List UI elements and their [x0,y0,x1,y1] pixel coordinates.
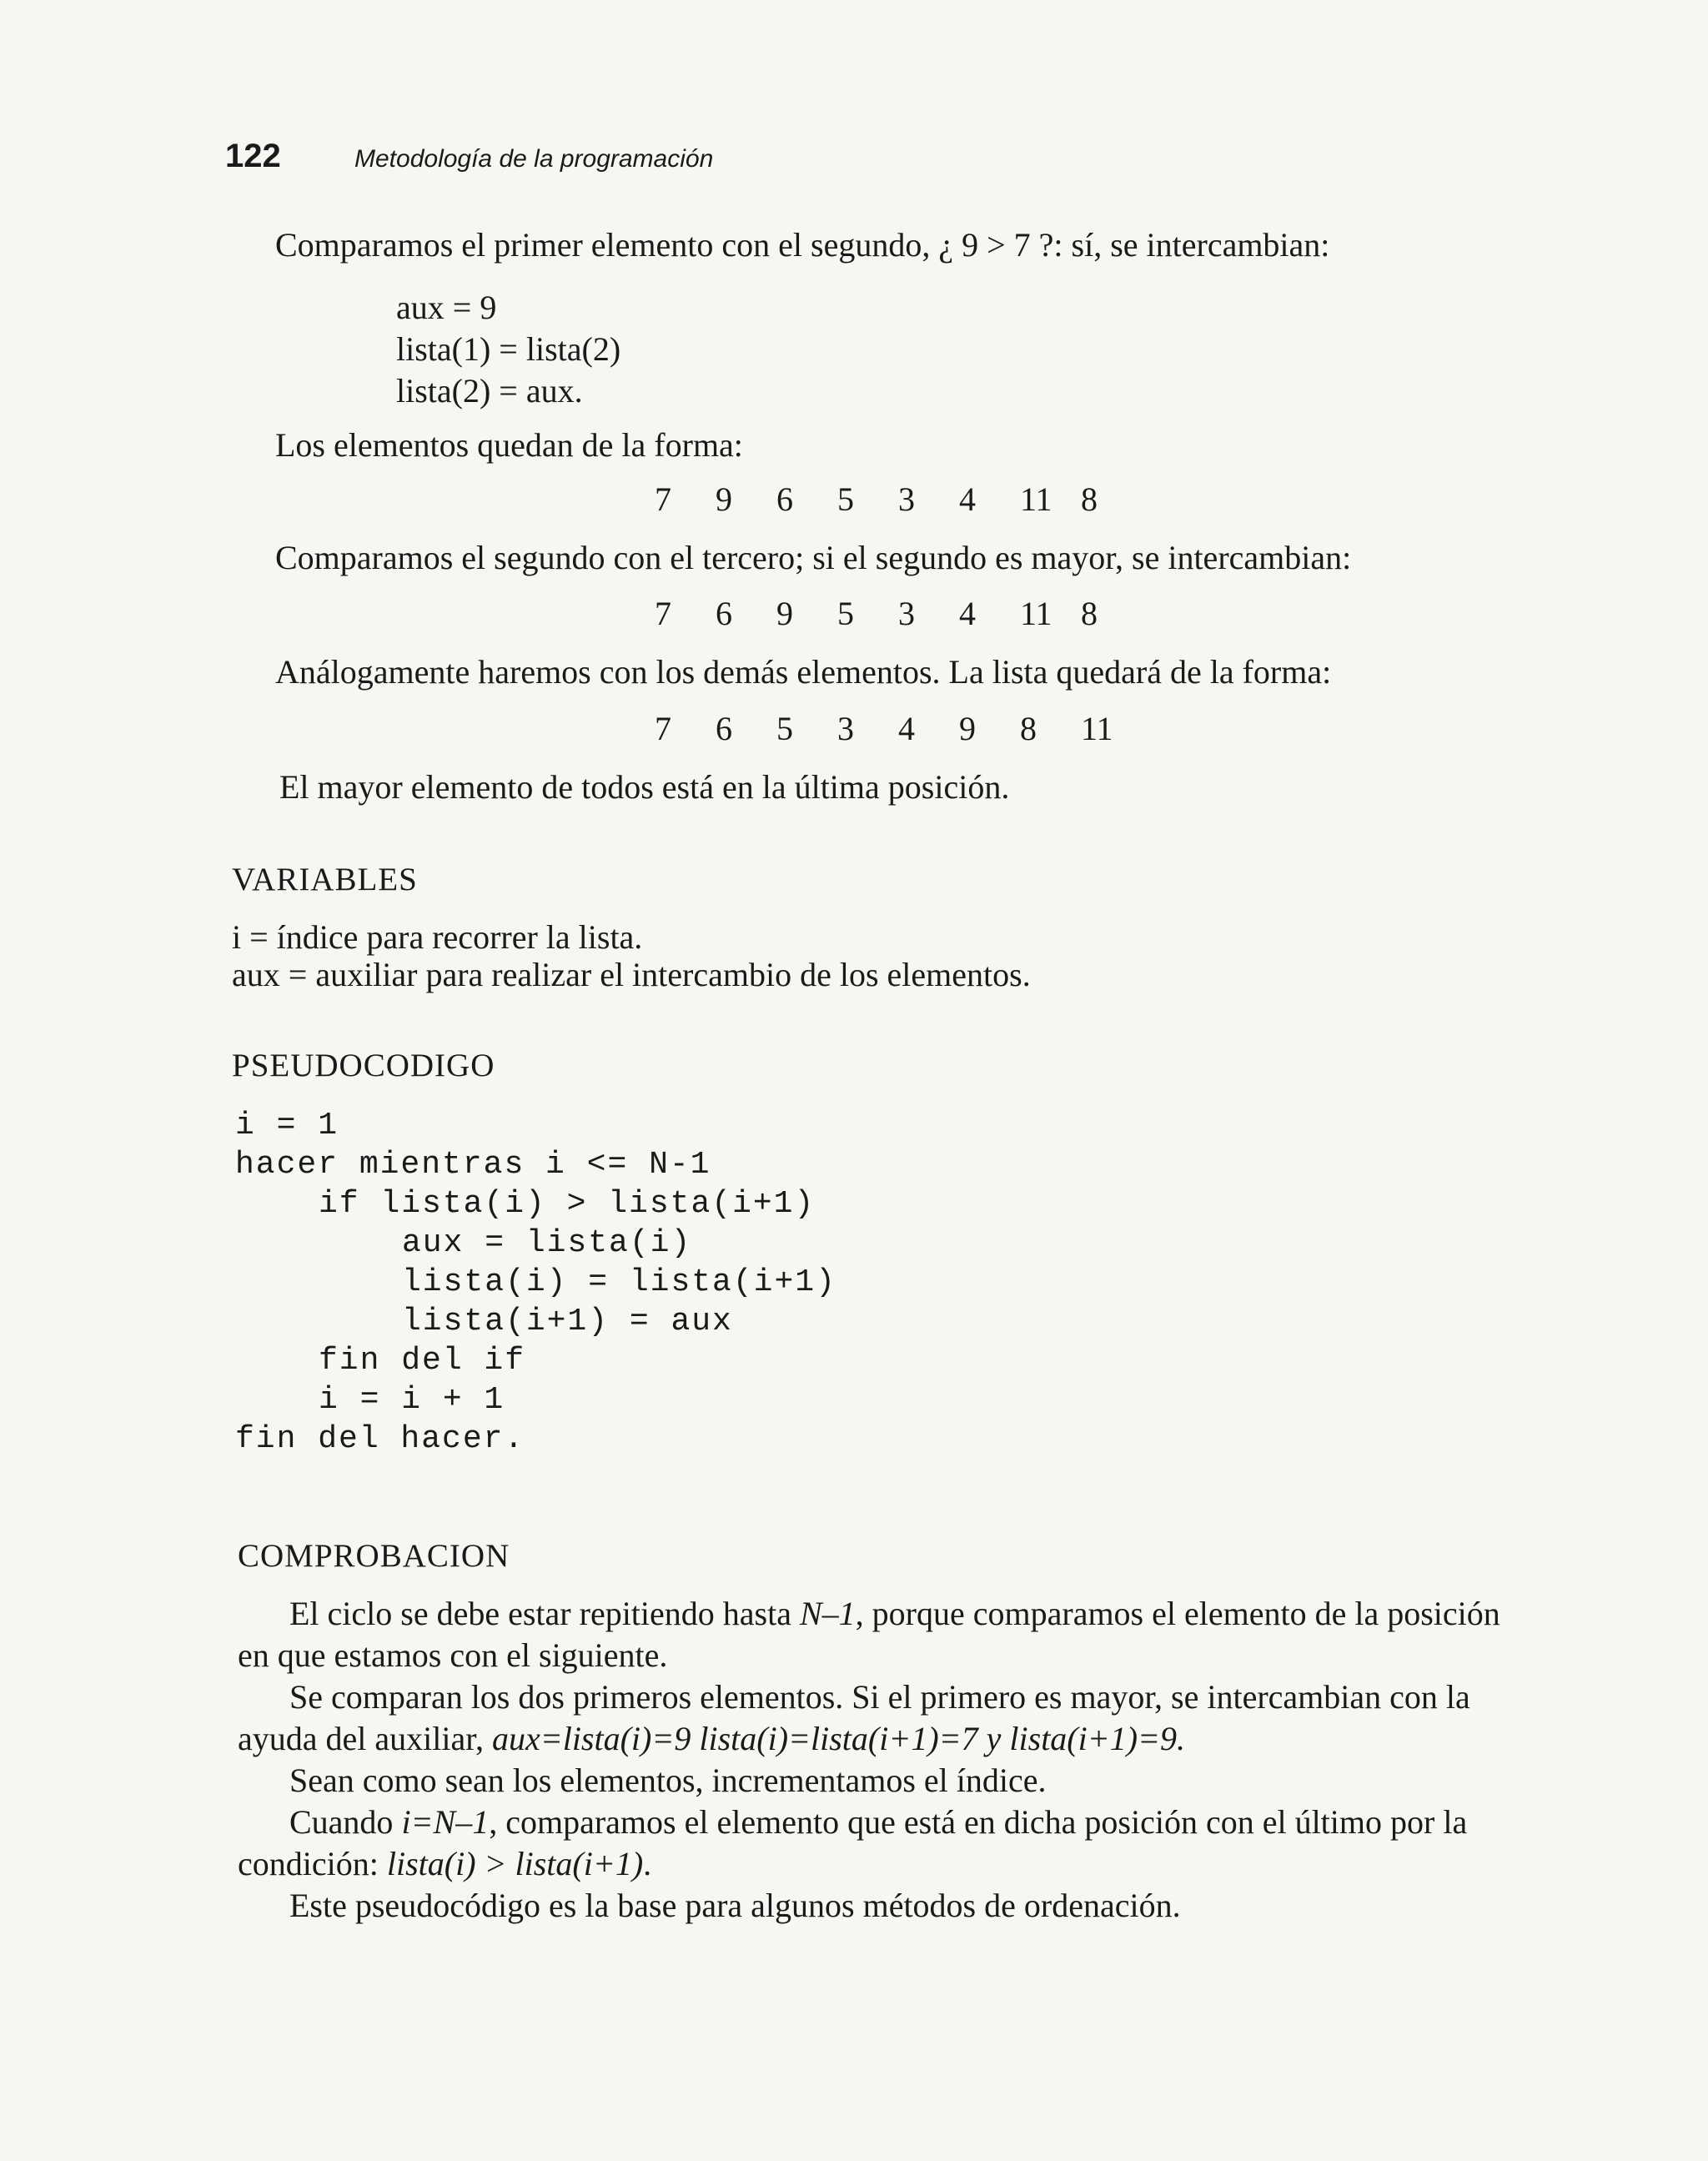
seq3-item: 8 [1020,710,1037,747]
comprobacion-paragraph-5 [238,1885,1539,1927]
p1-italic: N–1 [799,1595,856,1632]
seq1-item: 3 [898,480,915,518]
seq1-item: 11 [1020,480,1052,518]
page-number: 122 [225,138,281,174]
intro-line-3: Comparamos el segundo con el tercero; si el segundo es mayor, se intercambian: [275,539,1352,576]
comprobacion-paragraph-3 [238,1760,1539,1802]
p1-text-end: , porque comparamos el elemento de la posición en que estamos con el siguiente. [238,1595,1500,1674]
comprobacion-paragraph-2 [238,1676,1539,1760]
intro-line-2: Los elementos quedan de la forma: [275,426,743,464]
p3-text: Sean como sean los elementos, incrementamos el índice. [289,1761,1047,1799]
code-line: i = 1 [235,1108,339,1143]
seq3-item: 6 [716,710,732,747]
seq1-item: 9 [716,480,732,518]
code-line: lista(i+1) = aux [402,1304,733,1339]
code-line: i = i + 1 [319,1382,505,1418]
intro-line-4: Análogamente haremos con los demás elementos. La lista quedará de la forma: [275,653,1332,691]
comprobacion-paragraph-1 [238,1593,1539,1676]
intro-code-3: lista(2) = aux. [396,372,583,410]
code-line: lista(i) = lista(i+1) [402,1264,836,1300]
seq3-item: 4 [898,710,915,747]
seq3-item: 5 [776,710,793,747]
intro-line-5: El mayor elemento de todos está en la última posición. [279,768,1010,806]
seq3-item: 7 [655,710,671,747]
code-line: fin del if [319,1343,526,1379]
seq1-item: 5 [837,480,854,518]
comprobacion-paragraph-4 [238,1802,1539,1885]
p5-text: Este pseudocódigo es la base para algunos métodos de ordenación. [289,1887,1181,1924]
seq2-item: 8 [1081,595,1098,632]
p2-italic: aux=lista(i)=9 lista(i)=lista(i+1)=7 y lista(i+1)=9. [491,1720,1186,1757]
seq2-item: 11 [1020,595,1052,632]
running-title: Metodología de la programación [354,145,714,173]
seq2-item: 3 [898,595,915,632]
pseudocode-heading: PSEUDOCODIGO [232,1048,495,1083]
seq2-item: 6 [716,595,732,632]
sequence-1 [655,480,1142,519]
variable-aux: aux = auxiliar para realizar el intercambio de los elementos. [232,956,1031,993]
seq2-item: 7 [655,595,671,632]
intro-code-1: aux = 9 [396,289,497,326]
seq1-item: 6 [776,480,793,518]
variable-i: i = índice para recorrer la lista. [232,918,643,956]
code-line: if lista(i) > lista(i+1) [319,1186,816,1222]
comprobacion-heading: COMPROBACION [238,1538,510,1574]
p4-italic: i=N–1 [401,1803,490,1841]
p4-text-mid: , comparamos el elemento que está en dicha posición con el último por la condición: [238,1803,1468,1882]
p4-text: Cuando [289,1803,402,1841]
seq3-item: 11 [1081,710,1113,747]
seq1-item: 8 [1081,480,1098,518]
seq3-item: 9 [959,710,976,747]
seq1-item: 7 [655,480,671,518]
p4-text-end: . [643,1845,652,1882]
p2-text: Se comparan los dos primeros elementos. Si el primero es mayor, se intercambian con la ayuda del auxiliar, [238,1678,1470,1757]
p1-text: El ciclo se debe estar repitiendo hasta [289,1595,800,1632]
code-line: aux = lista(i) [402,1225,692,1261]
seq3-item: 3 [837,710,854,747]
sequence-3 [655,709,1142,748]
seq2-item: 4 [959,595,976,632]
sequence-2 [655,594,1142,633]
intro-line-1: Comparamos el primer elemento con el segundo, ¿ 9 > 7 ?: sí, se intercambian: [275,226,1330,264]
code-line: hacer mientras i <= N-1 [235,1147,711,1183]
seq2-item: 5 [837,595,854,632]
seq1-item: 4 [959,480,976,518]
code-line: fin del hacer. [235,1421,525,1457]
seq2-item: 9 [776,595,793,632]
variables-heading: VARIABLES [232,862,418,897]
intro-code-2: lista(1) = lista(2) [396,330,621,368]
p4-italic-condition: lista(i) > lista(i+1) [386,1845,644,1882]
